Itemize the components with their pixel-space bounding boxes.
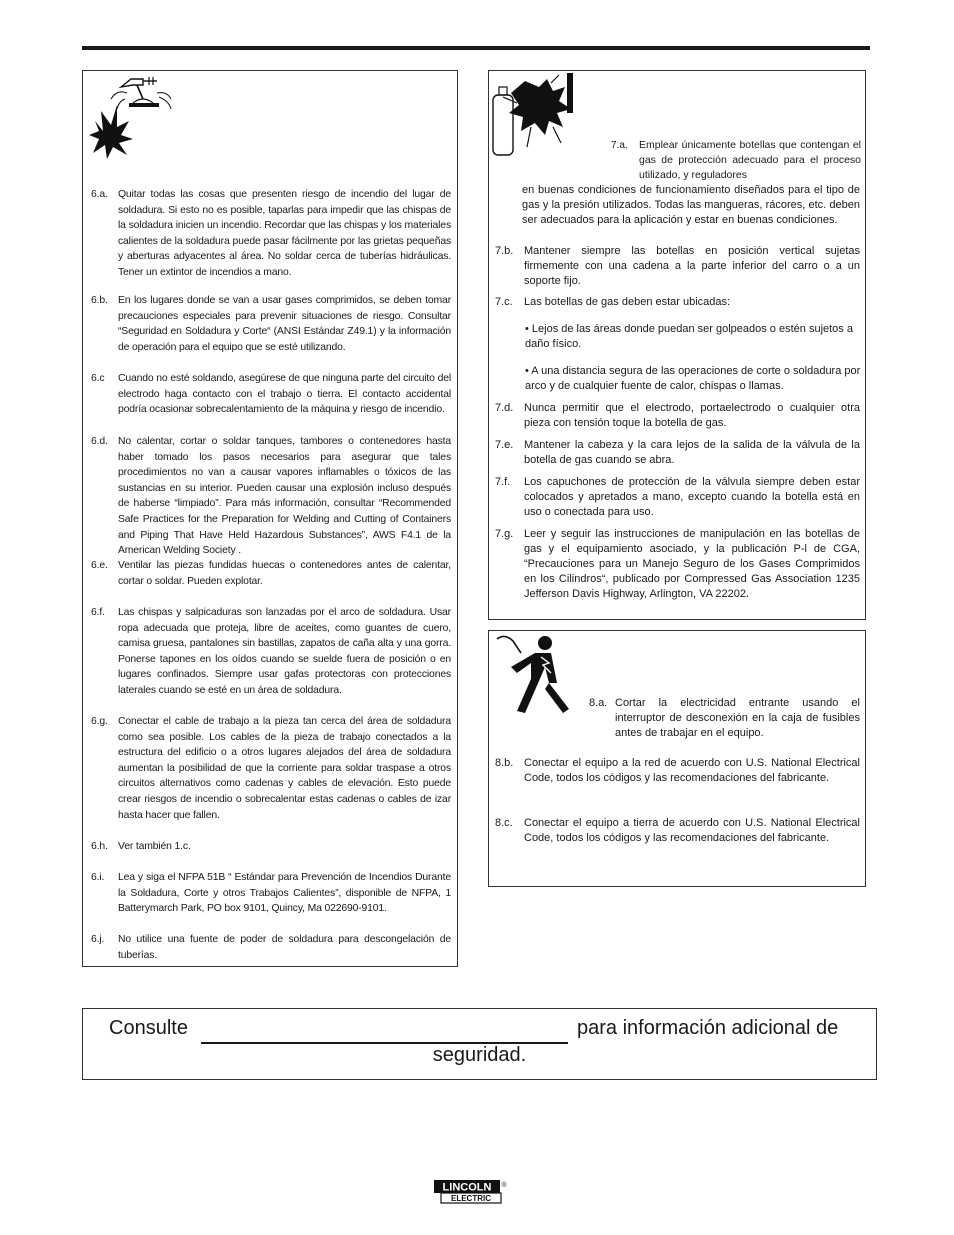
item-number: 7.d. <box>495 402 514 414</box>
item-number: 6.c <box>91 373 105 384</box>
item-text-rest: en buenas condiciones de funcionamiento diseñados para el tipo de gas y la presión utilizados. Todas las mangueras, rácores, etc. deben ser adecuados para la aplicación y estar en buenas condiciones. <box>522 184 860 226</box>
item-number: 6.f. <box>91 607 105 618</box>
electric-item-8c <box>495 816 860 846</box>
item-text: No utilice una fuente de poder de soldadura para descongelación de tuberías. <box>118 934 451 961</box>
item-number: 6.b. <box>91 295 108 306</box>
item-text: Las chispas y salpicaduras son lanzadas por el arco de soldadura. Usar ropa adecuada que proteja, libre de aceites, como guantes de cuero, camisa gruesa, pantalones sin bastillas, zapatos de caña alta y una gorra. Ponerse tapones en los oídos cuando se suelde fuera de posición o en lugares confinados. Siempre usar gafas protectoras con protecciones laterales cuando se esté en un área de soldadura. <box>118 607 451 696</box>
fire-item-6b <box>91 293 451 355</box>
item-text: Leer y seguir las instrucciones de manipulación en las botellas de gas y el equipamiento asociado, y la publicación P-l de CGA, “Precauciones para un Manejo Seguro de los Gases Comprimidos en los Cilindros“, publicado por Compressed Gas Association 1235 Jefferson Davis Highway, Arlington, VA 22202. <box>524 528 860 600</box>
logo-graphic <box>433 1178 509 1206</box>
cylinder-item-7c <box>495 295 860 310</box>
electric-item-8b <box>495 756 860 786</box>
cylinder-item-7b <box>495 244 860 289</box>
item-number: 8.b. <box>495 757 514 769</box>
fire-item-6j <box>91 932 451 963</box>
item-number: 6.e. <box>91 560 108 571</box>
cylinder-item-7g <box>495 527 860 602</box>
item-number: 6.i. <box>91 872 105 883</box>
item-text: Mantener siempre las botellas en posición vertical sujetas firmemente con una cadena a la parte inferior del carro o a un soporte fijo. <box>524 245 860 287</box>
electric-shock-icon <box>495 633 581 719</box>
logo-bottom-text: ELECTRIC <box>451 1194 491 1203</box>
electric-item-8a <box>589 696 860 741</box>
cylinder-item-7e <box>495 438 860 468</box>
item-text-lead: Emplear únicamente botellas que contengan el gas de protección adecuado para el proceso utilizado, y reguladores <box>639 139 861 181</box>
item-number: 7.c. <box>495 296 513 308</box>
item-text: Ventilar las piezas fundidas huecas o contenedores antes de calentar, cortar o soldar. Pueden explotar. <box>118 560 451 587</box>
fire-hazard-box <box>82 70 458 967</box>
item-number: 7.g. <box>495 528 514 540</box>
gas-cylinder-explosion-icon <box>491 73 583 159</box>
item-text: Conectar el equipo a la red de acuerdo con U.S. National Electrical Code, todos los códigos y las recomendaciones del fabricante. <box>524 757 860 784</box>
fire-item-6d <box>91 434 451 559</box>
cylinder-item-7d <box>495 401 860 431</box>
item-number: 7.f. <box>495 476 511 488</box>
explosion-spark-icon <box>87 75 179 161</box>
lincoln-electric-logo <box>433 1178 509 1206</box>
cylinder-item-7a-continued <box>522 183 860 228</box>
item-number: 6.d. <box>91 436 108 447</box>
consult-box <box>82 1008 877 1080</box>
item-number: 6.g. <box>91 716 108 727</box>
fire-item-6g <box>91 714 451 823</box>
header-rule <box>82 46 870 50</box>
fire-item-6i <box>91 870 451 917</box>
cylinder-bullet-2: • A una distancia segura de las operaciones de corte o soldadura por arco y de cualquier fuente de calor, chispas o llamas. <box>525 365 861 392</box>
item-text: Cortar la electricidad entrante usando el interruptor de desconexión en la caja de fusibles antes de trabajar en el equipo. <box>615 697 860 739</box>
item-text: Quitar todas las cosas que presenten riesgo de incendio del lugar de soldadura. Si esto no es posible, taparlas para impedir que las chispas de la soldadura inicien un incendio. Recordar que las chispas y los materiales calientes de la soldadura puede pasar fácilmente por las grietas pequeñas y aberturas adyacentes al área. No soldar cerca de tuberías hidráulicas. Tener un extintor de incendios a mano. <box>118 189 451 278</box>
consult-line2: seguridad. <box>432 1044 527 1066</box>
cylinder-item-7f <box>495 475 860 520</box>
item-number: 8.c. <box>495 817 513 829</box>
item-text: Conectar el equipo a tierra de acuerdo con U.S. National Electrical Code, todos los códigos y las recomendaciones del fabricante. <box>524 817 860 844</box>
item-number: 6.j. <box>91 934 105 945</box>
item-number: 7.b. <box>495 245 514 257</box>
fire-item-6f <box>91 605 451 699</box>
logo-top-text: LINCOLN <box>442 1181 492 1194</box>
item-text: Conectar el cable de trabajo a la pieza tan cerca del área de soldadura como sea posible. Los cables de la pieza de trabajo conectados a la estructura del edificio o a otros lugares alejados del área de soldadura aumentan la posibilidad de que la corriente para soldar traspase a otros circuitos alternativos como cadenas y cables de elevación. Esto puede crear riesgos de incendio o sobrecalentar estas cadenas o cables de izar hasta hacer que fallen. <box>118 716 451 821</box>
cylinder-hazard-box <box>488 70 866 620</box>
consult-prefix: Consulte <box>109 1017 188 1039</box>
fire-item-6a <box>91 187 451 281</box>
item-text: Las botellas de gas deben estar ubicadas: <box>524 296 731 308</box>
item-text: Cuando no esté soldando, asegúrese de que ninguna parte del circuito del electrodo haga contacto con el trabajo o tierra. El contacto accidental podría ocasionar sobrecalentamiento de la máquina y riesgo de incendio. <box>118 373 451 416</box>
item-number: 7.a. <box>611 140 628 151</box>
cylinder-item-7a <box>611 138 861 183</box>
item-number: 6.a. <box>91 189 108 200</box>
item-text: No calentar, cortar o soldar tanques, tambores o contenedores hasta haber tomado los pasos necesarios para asegurar que tales procedimientos no van a causar vapores inflamables o tóxicos de las sustancias en su interior. Pueden causar una explosión incluso después de haberse “limpiado”. Para más información, consultar “Recommended Safe Practices for the Preparation for Welding and Cutting of Containers and Piping That Have Held Hazardous Substances”, AWS F4.1 de la American Welding Society . <box>118 436 451 557</box>
electric-hazard-box <box>488 630 866 887</box>
item-text: Mantener la cabeza y la cara lejos de la salida de la válvula de la botella de gas cuando se abra. <box>524 439 860 466</box>
item-text: Los capuchones de protección de la válvula siempre deben estar colocados y apretados a mano, excepto cuando la botella está en uso o conectada para uso. <box>524 476 860 518</box>
fire-item-6e <box>91 558 451 589</box>
cylinder-bullet-1: • Lejos de las áreas donde puedan ser golpeados o estén sujetos a daño físico. <box>525 323 853 350</box>
registered-mark: ® <box>501 1182 507 1189</box>
consult-suffix: para información adicional de <box>577 1017 839 1039</box>
item-number: 7.e. <box>495 439 514 451</box>
item-text: Ver también 1.c. <box>118 841 191 852</box>
item-number: 6.h. <box>91 841 108 852</box>
item-text: Nunca permitir que el electrodo, portaelectrodo o cualquier otra pieza con tensión toque la botella de gas. <box>524 402 860 429</box>
item-text: Lea y siga el NFPA 51B “ Estándar para Prevención de Incendios Durante la Soldadura, Corte y otros Trabajos Calientes”, disponible de NFPA, 1 Batterymarch Park, PO box 9101, Quincy, Ma 022690-9101. <box>118 872 451 915</box>
fire-item-6c <box>91 371 451 418</box>
item-number: 8.a. <box>589 697 608 709</box>
item-text: En los lugares donde se van a usar gases comprimidos, se deben tomar precauciones especiales para prevenir situaciones de riesgo. Consultar “Seguridad en Soldadura y Corte“ (ANSI Estándar Z49.1) y la información de operación para el equipo que se esté utilizando. <box>118 295 451 353</box>
fire-item-6h <box>91 839 451 855</box>
